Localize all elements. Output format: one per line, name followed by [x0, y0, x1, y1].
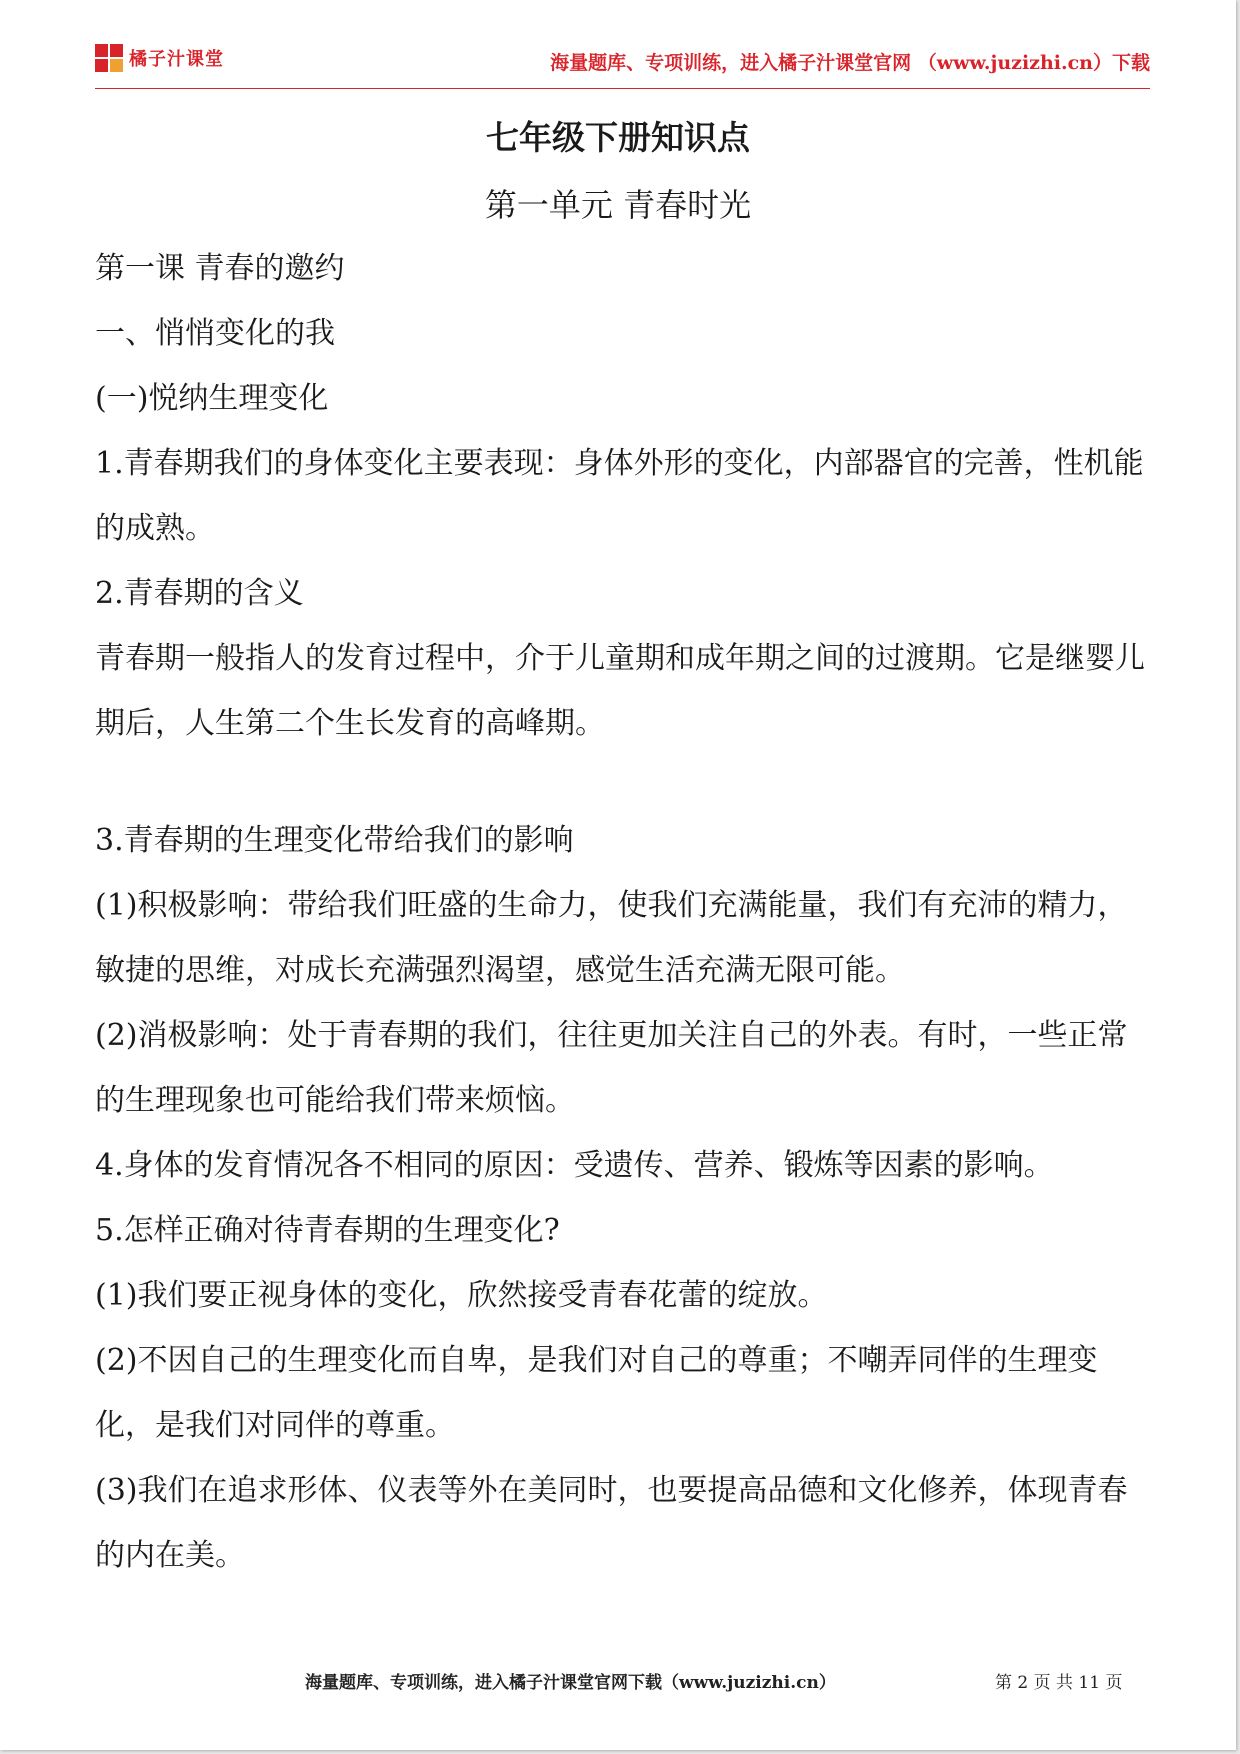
document-title: 七年级下册知识点: [486, 118, 750, 157]
header-divider: [95, 88, 1150, 89]
subsection-heading: (一)悦纳生理变化: [95, 381, 329, 416]
paragraph: (1)我们要正视身体的变化，欣然接受青春花蕾的绽放。: [95, 1278, 828, 1313]
paragraph: 青春期一般指人的发育过程中，介于儿童期和成年期之间的过渡期。它是继婴儿期后，人生第二个生长发育的高峰期。: [95, 641, 1145, 741]
section-heading: 一、悄悄变化的我: [95, 316, 335, 351]
paragraph: (1)积极影响：带给我们旺盛的生命力，使我们充满能量，我们有充沛的精力，敏捷的思维，对成长充满强烈渴望，感觉生活充满无限可能。: [95, 888, 1128, 988]
logo: [95, 44, 224, 72]
paragraph: 1.青春期我们的身体变化主要表现：身体外形的变化，内部器官的完善，性机能的成熟。: [95, 446, 1144, 546]
header-slogan: 海量题库、专项训练，进入橘子汁课堂官网 （www.juzizhi.cn）下载: [550, 52, 1150, 74]
paragraph: (2)消极影响：处于青春期的我们，往往更加关注自己的外表。有时，一些正常的生理现象也可能给我们带来烦恼。: [95, 1018, 1128, 1118]
footer-text: 海量题库、专项训练，进入橘子汁课堂官网下载（www.juzizhi.cn）: [305, 1673, 836, 1693]
paragraph: 5.怎样正确对待青春期的生理变化?: [95, 1213, 560, 1248]
spacer: [95, 756, 1150, 808]
paragraph: (3)我们在追求形体、仪表等外在美同时，也要提高品德和文化修养，体现青春的内在美。: [95, 1473, 1128, 1573]
logo-text: 橘子汁课堂: [129, 49, 224, 70]
page-header: [95, 36, 1150, 86]
paragraph: 4.身体的发育情况各不相同的原因：受遗传、营养、锻炼等因素的影响。: [95, 1148, 1054, 1183]
content-body: [95, 236, 1150, 1588]
paragraph: 2.青春期的含义: [95, 576, 304, 611]
page-number: 第 2 页 共 11 页: [995, 1673, 1123, 1693]
lesson-heading: 第一课 青春的邀约: [95, 251, 345, 286]
paragraph: (2)不因自己的生理变化而自卑，是我们对自己的尊重；不嘲弄同伴的生理变化，是我们对同伴的尊重。: [95, 1343, 1098, 1443]
unit-title: 第一单元 青春时光: [484, 186, 752, 224]
paragraph: 3.青春期的生理变化带给我们的影响: [95, 823, 574, 858]
logo-icon: [95, 44, 123, 72]
